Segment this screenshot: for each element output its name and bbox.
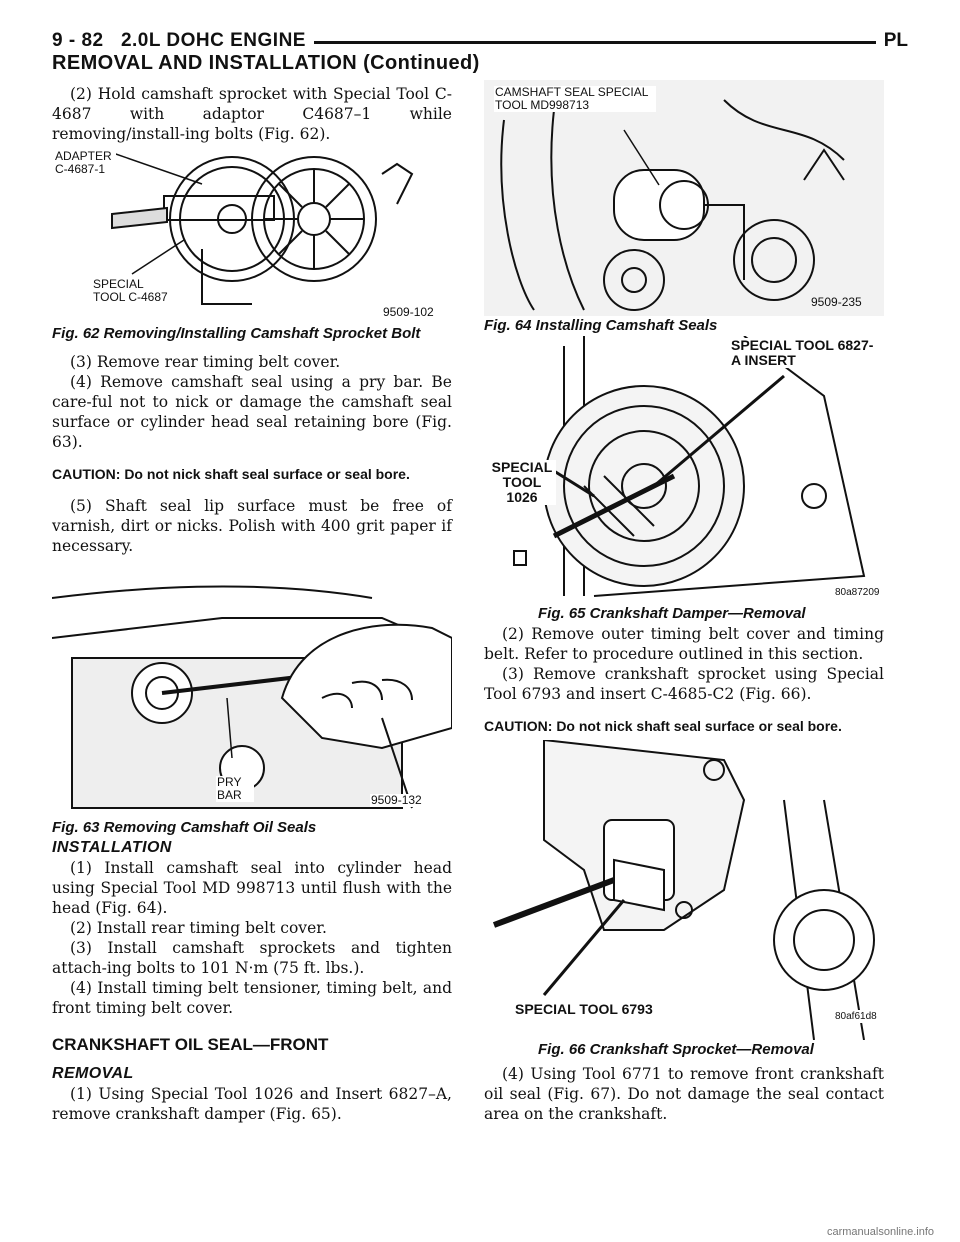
section-title: 2.0L DOHC ENGINE xyxy=(120,30,306,51)
install-step-4: (4) Install timing belt tensioner, timing belt, and front timing belt cover. xyxy=(52,979,452,1017)
crankshaft-seal-heading: CRANKSHAFT OIL SEAL—FRONT xyxy=(52,1035,329,1054)
header-page-section xyxy=(52,30,314,52)
figure-64 xyxy=(484,80,884,316)
step-hold-sprocket: (2) Hold camshaft sprocket with Special Tool C-4687 with adaptor C4687–1 while removing/install-ing bolts (Fig. 62). xyxy=(52,85,452,143)
left-column xyxy=(52,84,452,1124)
fig64-label: CAMSHAFT SEAL SPECIAL TOOL MD998713 xyxy=(494,86,656,112)
fig63-label-pry-bar: PRY BAR xyxy=(216,776,254,802)
fig66-label-tool: SPECIAL TOOL 6793 xyxy=(515,1001,653,1017)
page-number: 9 - 82 xyxy=(52,30,104,51)
fig63-caption: Fig. 63 Removing Camshaft Oil Seals xyxy=(52,819,317,836)
step-seal-lip: (5) Shaft seal lip surface must be free of varnish, dirt or nicks. Polish with 400 grit paper if necessary. xyxy=(52,497,452,555)
figure-65 xyxy=(484,336,884,604)
fig65-code: 80a87209 xyxy=(835,587,880,598)
step-remove-crank-sprocket: (3) Remove crankshaft sprocket using Special Tool 6793 and insert C-4685-C2 (Fig. 66). xyxy=(484,665,884,703)
fig66-code: 80af61d8 xyxy=(835,1011,877,1022)
caution-note-1: CAUTION: Do not nick shaft seal surface or seal bore. xyxy=(52,466,410,482)
fig66-illustration xyxy=(484,740,884,1040)
footer-watermark: carmanualsonline.info xyxy=(826,1226,934,1238)
step-remove-rear-cover: (3) Remove rear timing belt cover. xyxy=(70,353,341,371)
step-remove-crank-seal: (4) Using Tool 6771 to remove front crankshaft oil seal (Fig. 67). Do not damage the seal contact area on the crankshaft. xyxy=(484,1065,884,1123)
figure-62 xyxy=(52,144,452,324)
fig62-label-adapter: ADAPTER C-4687-1 xyxy=(54,150,116,176)
header-subtitle: REMOVAL AND INSTALLATION (Continued) xyxy=(52,52,480,74)
figure-66 xyxy=(484,740,884,1040)
removal-heading: REMOVAL xyxy=(52,1065,134,1082)
install-step-3: (3) Install camshaft sprockets and tighten attach-ing bolts to 101 N·m (75 ft. lbs.). xyxy=(52,939,452,977)
install-step-2: (2) Install rear timing belt cover. xyxy=(70,919,327,937)
step-remove-outer-cover: (2) Remove outer timing belt cover and timing belt. Refer to procedure outlined in this section. xyxy=(484,625,884,663)
fig64-code: 9509-235 xyxy=(811,295,862,309)
caution-note-2: CAUTION: Do not nick shaft seal surface or seal bore. xyxy=(484,718,842,734)
fig62-label-tool: SPECIAL TOOL C-4687 xyxy=(92,278,174,304)
removal-step-1: (1) Using Special Tool 1026 and Insert 6827–A, remove crankshaft damper (Fig. 65). xyxy=(52,1085,452,1123)
fig64-illustration xyxy=(484,80,884,316)
installation-heading: INSTALLATION xyxy=(52,839,172,856)
fig66-caption: Fig. 66 Crankshaft Sprocket—Removal xyxy=(538,1041,814,1058)
fig62-caption: Fig. 62 Removing/Installing Camshaft Sprocket Bolt xyxy=(52,325,421,342)
fig64-caption: Fig. 64 Installing Camshaft Seals xyxy=(484,317,718,334)
figure-63 xyxy=(52,568,452,818)
fig65-label-insert: SPECIAL TOOL 6827-A INSERT xyxy=(730,338,884,368)
install-step-1: (1) Install camshaft seal into cylinder head using Special Tool MD 998713 until flush with the head (Fig. 64). xyxy=(52,859,452,917)
fig63-code: 9509-132 xyxy=(371,793,422,807)
fig62-code: 9509-102 xyxy=(383,305,434,319)
step-remove-cam-seal: (4) Remove camshaft seal using a pry bar. Be care-ful not to nick or damage the camshaft seal surface or cylinder head seal retaining bore (Fig. 63). xyxy=(52,373,452,451)
header-code: PL xyxy=(876,30,908,52)
fig65-caption: Fig. 65 Crankshaft Damper—Removal xyxy=(538,605,806,622)
fig65-label-tool: SPECIAL TOOL 1026 xyxy=(488,460,556,505)
right-column xyxy=(484,80,884,1124)
